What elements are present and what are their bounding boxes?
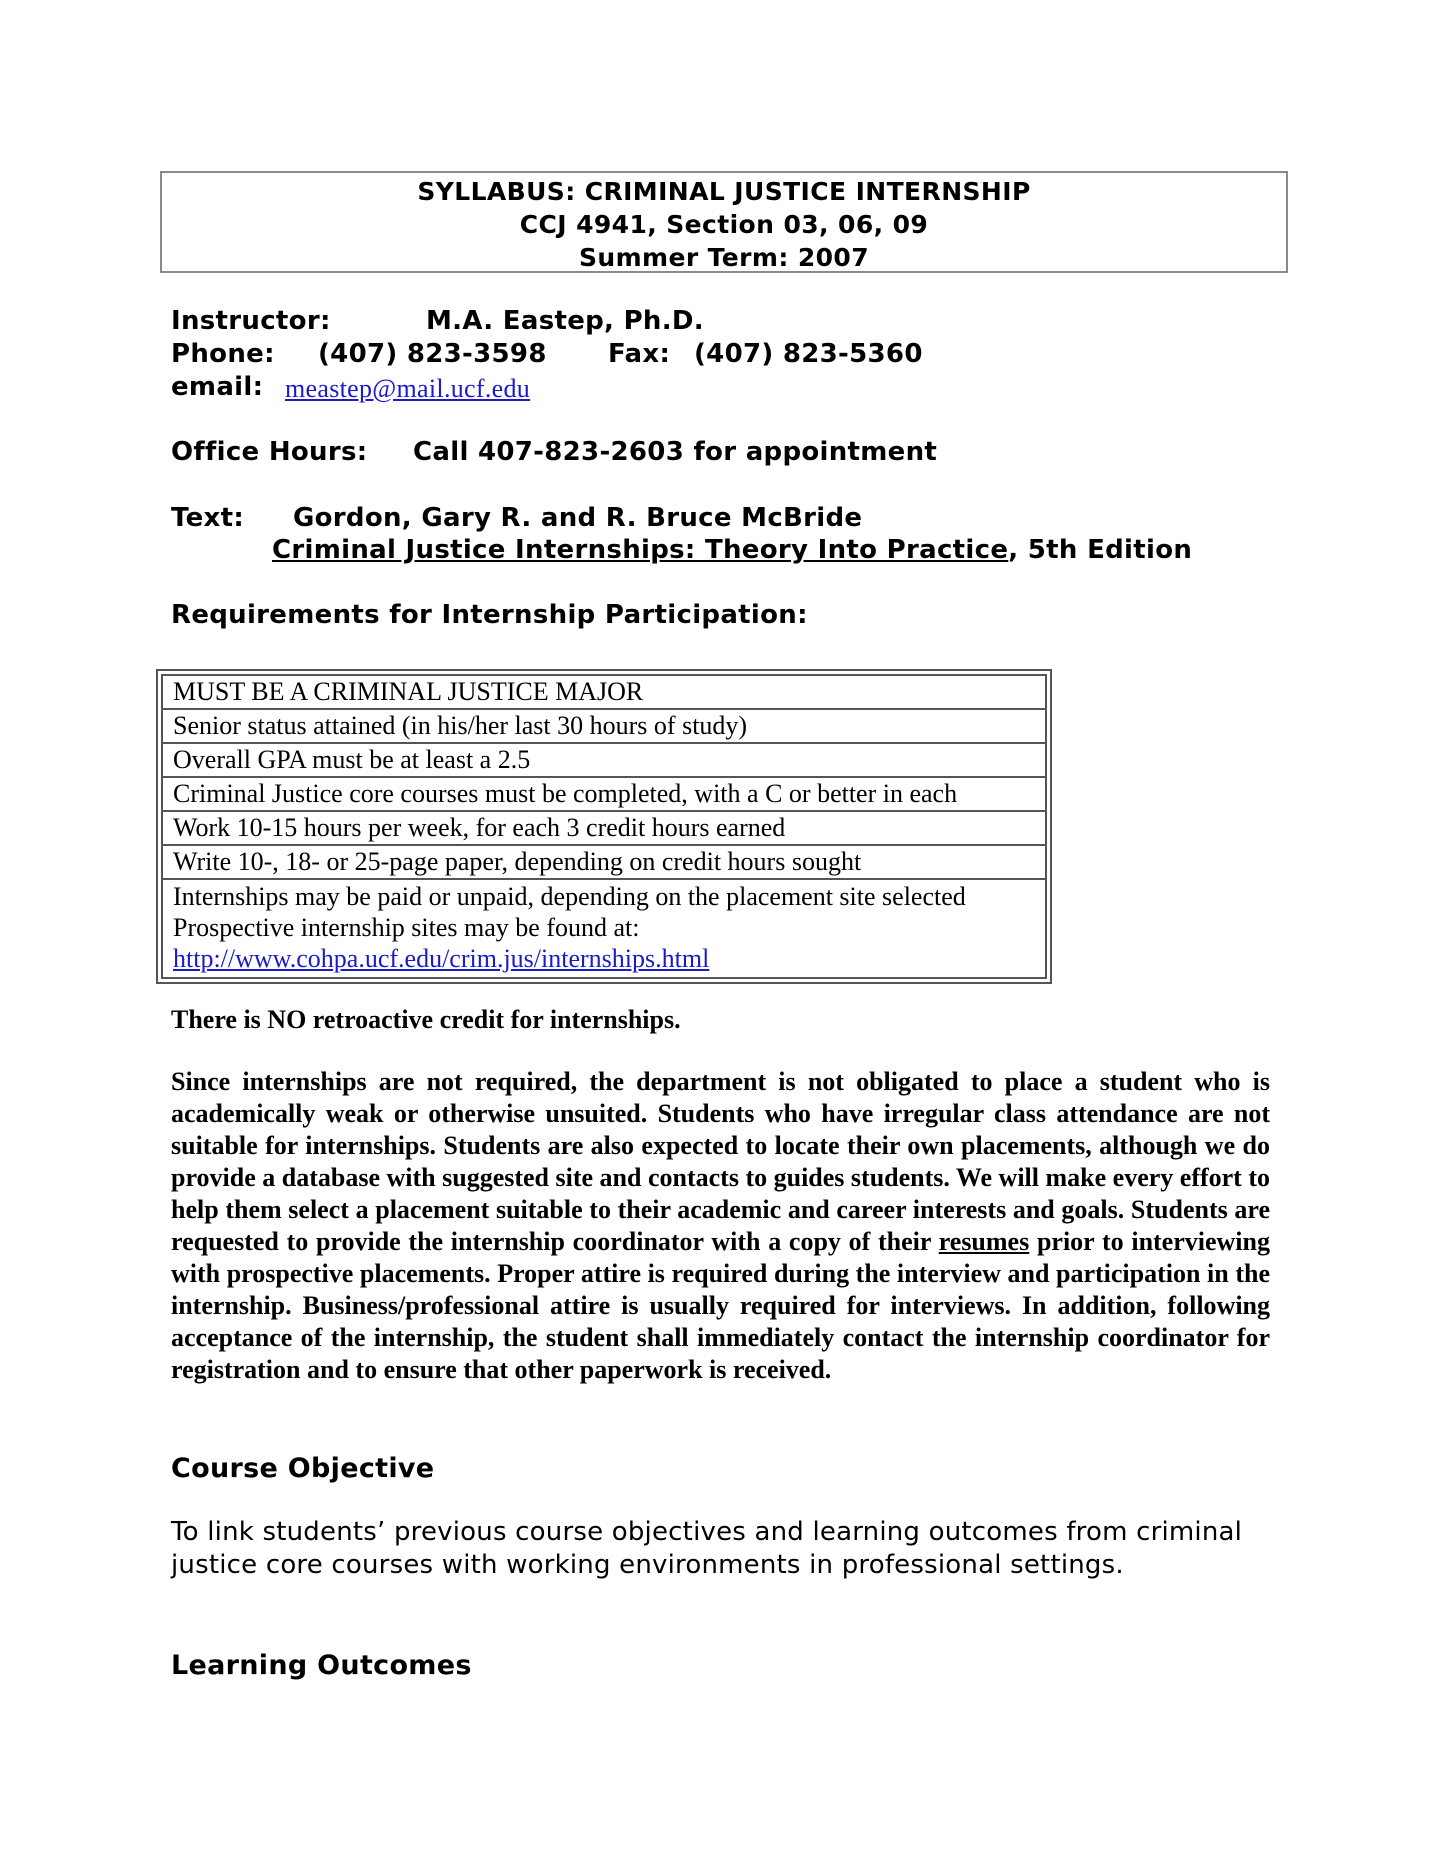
phone-label: Phone:	[171, 339, 275, 369]
resumes-word: resumes	[938, 1227, 1030, 1256]
book-title: Criminal Justice Internships: Theory Into Practice	[272, 535, 1009, 565]
phone-line	[171, 339, 923, 369]
instructor-name: M.A. Eastep, Ph.D.	[426, 306, 704, 336]
office-hours-label: Office Hours:	[171, 437, 368, 467]
learning-outcomes-heading: Learning Outcomes	[171, 1650, 472, 1681]
table-row	[161, 812, 1047, 846]
office-hours-value: Call 407-823-2603 for appointment	[413, 437, 938, 467]
requirements-heading: Requirements for Internship Participation:	[171, 600, 808, 630]
course-objective-body: To link students’ previous course objectives and learning outcomes from criminal justice core courses with working environments in professional settings.	[171, 1517, 1243, 1580]
email-line	[171, 372, 531, 403]
text-authors: Gordon, Gary R. and R. Bruce McBride	[293, 503, 863, 533]
internship-sites-link[interactable]: http://www.cohpa.ucf.edu/crim.jus/internships.html	[173, 944, 710, 973]
table-row	[161, 778, 1047, 812]
requirement-cell: Overall GPA must be at least a 2.5	[161, 744, 1047, 778]
requirement-cell: Criminal Justice core courses must be completed, with a C or better in each	[161, 778, 1047, 812]
requirement-cell: Senior status attained (in his/her last 30 hours of study)	[161, 710, 1047, 744]
table-row	[161, 674, 1047, 710]
table-row	[161, 880, 1047, 979]
policy-text-part2: prior to interviewing with prospective placements. Proper attire is required during the interview and participation in the internship. Business/professional attire is usually required for interviews. In addition, following acceptance of the internship, the student shall immediately contact the internship coordinator for registration and to ensure that other paperwork is received.	[171, 1227, 1270, 1384]
table-row	[161, 710, 1047, 744]
no-retroactive-credit-notice: There is NO retroactive credit for internships.	[171, 1005, 681, 1034]
book-edition: , 5th Edition	[1008, 535, 1193, 565]
requirement-cell: MUST BE A CRIMINAL JUSTICE MAJOR	[161, 674, 1047, 710]
requirement-cell: Work 10-15 hours per week, for each 3 credit hours earned	[161, 812, 1047, 846]
text-line	[171, 503, 863, 533]
phone-value: (407) 823-3598	[318, 339, 547, 369]
prospective-sites-text: Prospective internship sites may be found at:	[173, 913, 640, 942]
policy-text-part1: Since internships are not required, the department is not obligated to place a student who is academically weak or otherwise unsuited. Students who have irregular class attendance are not suitable for internships. Students are also expected to locate their own placements, although we do provide a database with suggested site and contacts to guides students. We will make every effort to help them select a placement suitable to their academic and career interests and goals. Students are requested to provide the internship coordinator with a copy of their	[171, 1067, 1270, 1256]
office-hours-line	[171, 437, 938, 467]
fax-label: Fax:	[608, 339, 671, 369]
fax-value: (407) 823-5360	[694, 339, 923, 369]
email-link[interactable]: meastep@mail.ucf.edu	[285, 374, 531, 403]
course-code: CCJ 4941, Section 03, 06, 09	[519, 210, 929, 239]
requirement-cell: Write 10-, 18- or 25-page paper, depending on credit hours sought	[161, 846, 1047, 880]
syllabus-title-box	[160, 171, 1288, 273]
instructor-line	[171, 306, 704, 336]
course-objective-heading: Course Objective	[171, 1453, 435, 1484]
requirements-table	[156, 669, 1052, 984]
policy-paragraph	[171, 1066, 1270, 1386]
instructor-label: Instructor:	[171, 306, 331, 336]
book-line	[272, 535, 1192, 565]
table-row	[161, 744, 1047, 778]
text-label: Text:	[171, 503, 245, 533]
email-label: email:	[171, 372, 264, 402]
term: Summer Term: 2007	[578, 243, 870, 272]
syllabus-title: SYLLABUS: CRIMINAL JUSTICE INTERNSHIP	[417, 177, 1031, 206]
table-row	[161, 846, 1047, 880]
requirement-cell-sites	[161, 880, 1047, 979]
paid-unpaid-text: Internships may be paid or unpaid, depending on the placement site selected	[173, 882, 966, 911]
